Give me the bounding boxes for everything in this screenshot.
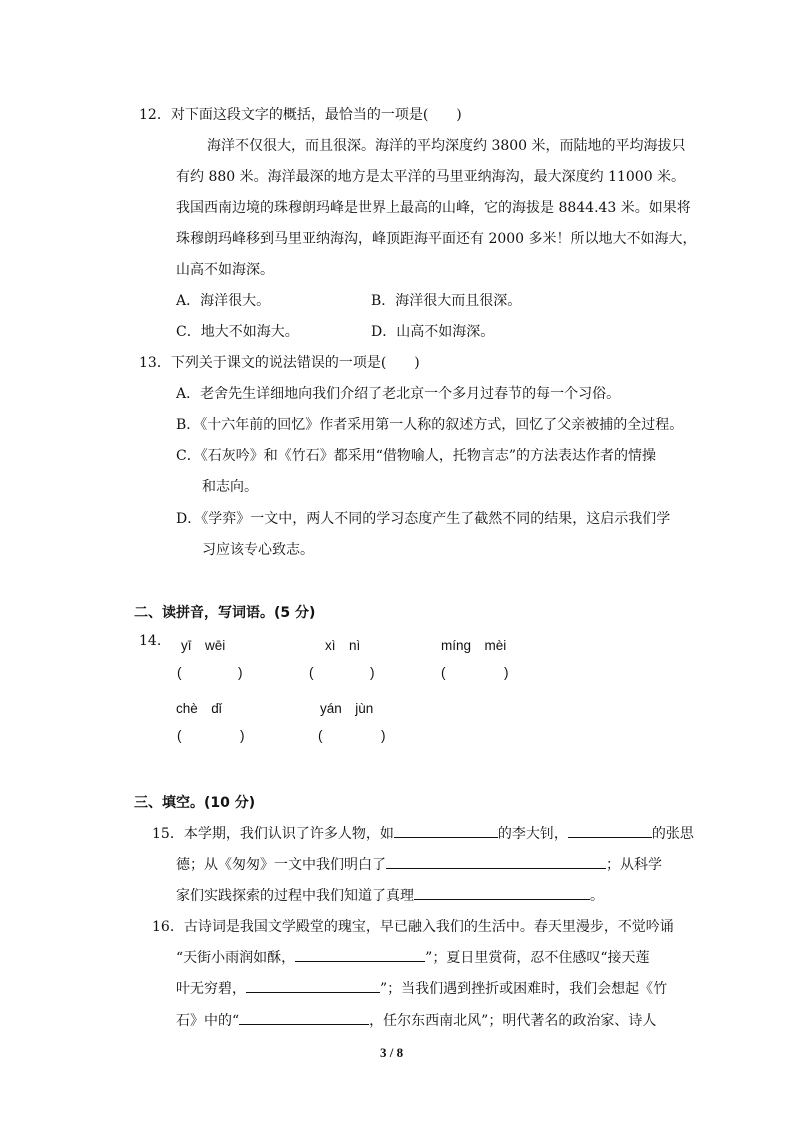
q15-blank-1[interactable] xyxy=(394,823,498,838)
q16-blank-3[interactable] xyxy=(239,1010,369,1025)
q15-text-2b: ；从科学 xyxy=(606,857,662,873)
q16-blank-2[interactable] xyxy=(246,978,380,993)
answer-paren-open-5: ( xyxy=(318,728,323,743)
answer-paren-close-5: ) xyxy=(381,728,386,743)
q13-stem: 13．下列关于课文的说法错误的一项是( ) xyxy=(139,355,420,371)
q12-passage-line-3: 我国西南边境的珠穆朗玛峰是世界上最高的山峰，它的海拔是 8844.43 米。如果将 xyxy=(176,200,691,216)
q15-line-2 xyxy=(176,854,662,874)
q13-option-d-line-2: 习应该专心致志。 xyxy=(202,542,314,558)
answer-paren-open-2: ( xyxy=(309,665,314,680)
q15-blank-3[interactable] xyxy=(386,854,606,869)
q16-line-4 xyxy=(176,1010,656,1030)
q12-option-b: B．海洋很大而且很深。 xyxy=(371,293,522,309)
pinyin-4: chè dǐ xyxy=(176,701,222,716)
q12-passage-line-4: 珠穆朗玛峰移到马里亚纳海沟，峰顶距海平面还有 2000 多米！所以地大不如海大， xyxy=(176,231,697,247)
answer-paren-close-3: ) xyxy=(504,665,509,680)
q15-text-3a: 家们实践探索的过程中我们知道了真理 xyxy=(176,888,414,904)
answer-paren-close-1: ) xyxy=(238,665,243,680)
q16-blank-1[interactable] xyxy=(295,947,425,962)
q13-option-a: A．老舍先生详细地向我们介绍了老北京一个多月过春节的每一个习俗。 xyxy=(176,386,621,402)
q15-line-3 xyxy=(176,885,604,905)
pinyin-1: yī wēi xyxy=(181,638,226,653)
q16-text-4a: 石》中的“ xyxy=(176,1013,240,1029)
q12-option-a: A．海洋很大。 xyxy=(176,293,271,309)
q12-passage-line-5: 山高不如海深。 xyxy=(176,262,274,278)
q14-number: 14. xyxy=(139,633,162,649)
q15-text-3b: 。 xyxy=(590,888,604,904)
q16-text-3a: 叶无穷碧， xyxy=(176,981,246,997)
q15-blank-2[interactable] xyxy=(568,823,652,838)
q13-option-c-line-1: C．《石灰吟》和《竹石》都采用“借物喻人，托物言志”的方法表达作者的情操 xyxy=(176,448,657,464)
q16-line-2 xyxy=(176,947,650,967)
page-number: 3 / 8 xyxy=(380,1045,404,1060)
answer-paren-open-3: ( xyxy=(441,665,446,680)
q16-text-2a: “天街小雨润如酥， xyxy=(176,950,296,966)
pinyin-3: míng mèi xyxy=(441,638,507,653)
q15-line-1 xyxy=(152,823,694,843)
section-2-heading: 二、读拼音，写词语。(5 分) xyxy=(134,605,316,621)
q12-option-d: D．山高不如海深。 xyxy=(371,324,495,340)
q15-text-1c: 的张思 xyxy=(651,826,694,842)
q12-passage-line-1: 海洋不仅很大，而且很深。海洋的平均深度约 3800 米，而陆地的平均海拔只 xyxy=(207,138,686,154)
answer-paren-open-4: ( xyxy=(177,728,182,743)
q15-text-2a: 德；从《匆匆》一文中我们明白了 xyxy=(176,857,386,873)
answer-paren-close-2: ) xyxy=(370,665,375,680)
q16-line-1: 16．古诗词是我国文学殿堂的瑰宝，早已融入我们的生活中。春天里漫步，不觉吟诵 xyxy=(152,919,674,935)
q15-text-1b: 的李大钊， xyxy=(497,826,568,842)
q16-text-4b: ，任尔东西南北风”；明代著名的政治家、诗人 xyxy=(369,1013,657,1029)
answer-paren-open-1: ( xyxy=(177,665,182,680)
q13-option-b: B．《十六年前的回忆》作者采用第一人称的叙述方式，回忆了父亲被捕的全过程。 xyxy=(176,417,684,433)
q13-option-d-line-1: D．《学弈》一文中，两人不同的学习态度产生了截然不同的结果，这启示我们学 xyxy=(176,511,671,527)
section-3-heading: 三、填空。(10 分) xyxy=(134,795,256,811)
q16-text-3b: ”；当我们遇到挫折或困难时，我们会想起《竹 xyxy=(380,981,668,997)
q12-option-c: C．地大不如海大。 xyxy=(176,324,299,340)
q16-text-2b: ”；夏日里赏荷，忍不住感叹“接天莲 xyxy=(425,950,650,966)
q16-line-3 xyxy=(176,978,667,998)
q12-stem: 12．对下面这段文字的概括，最恰当的一项是( ) xyxy=(139,107,462,123)
q15-text-1a: 15．本学期，我们认识了许多人物，如 xyxy=(152,826,394,842)
pinyin-5: yán jùn xyxy=(320,701,374,716)
q15-blank-4[interactable] xyxy=(414,885,590,900)
q12-passage-line-2: 有约 880 米。海洋最深的地方是太平洋的马里亚纳海沟，最大深度约 11000 米。 xyxy=(176,169,686,185)
answer-paren-close-4: ) xyxy=(240,728,245,743)
pinyin-2: xì nì xyxy=(325,638,361,653)
q13-option-c-line-2: 和志向。 xyxy=(202,479,258,495)
